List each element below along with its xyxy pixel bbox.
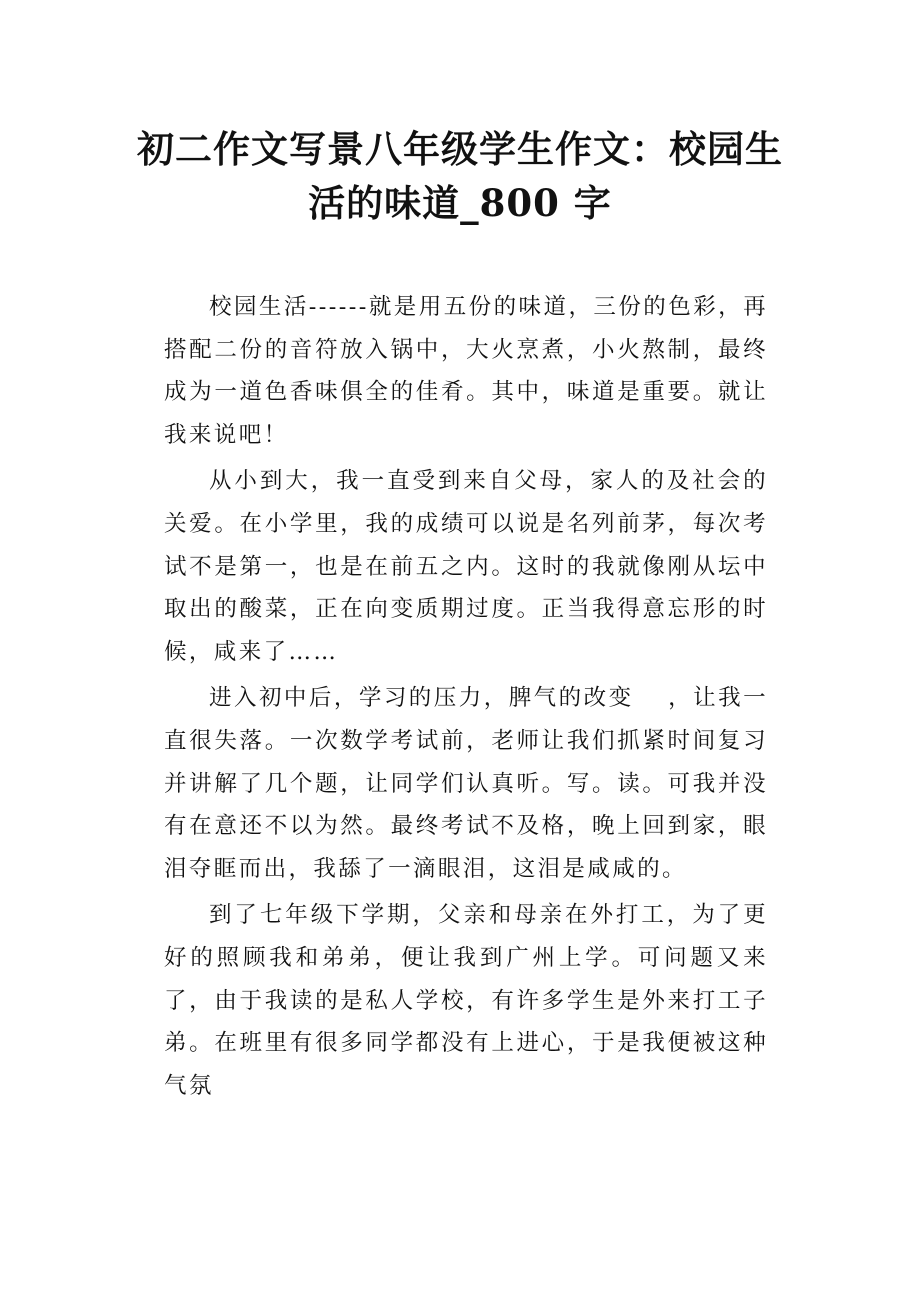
document-title: 初二作文写景八年级学生作文：校园生活的味道_800 字	[137, 127, 783, 225]
paragraph-2: 从小到大，我一直受到来自父母，家人的及社会的关爱。在小学里，我的成绩可以说是名列前茅，每次考试不是第一，也是在前五之内。这时的我就像刚从坛中取出的酸菜，正在向变质期过度。正当我得意忘形的时候，咸来了……	[164, 468, 768, 665]
document-body	[164, 286, 768, 1111]
paragraph-3: 进入初中后，学习的压力，脾气的改变 ，让我一直很失落。一次数学考试前，老师让我们抓紧时间复习并讲解了几个题，让同学们认真听。写。读。可我并没有在意还不以为然。最终考试不及格，晚上回到家，眼泪夺眶而出，我舔了一滴眼泪，这泪是咸咸的。	[164, 685, 768, 882]
paragraph-1: 校园生活------就是用五份的味道，三份的色彩，再搭配二份的音符放入锅中，大火烹煮，小火熬制，最终成为一道色香味俱全的佳肴。其中，味道是重要。就让我来说吧！	[164, 294, 768, 448]
paragraph-4: 到了七年级下学期，父亲和母亲在外打工，为了更好的照顾我和弟弟，便让我到广州上学。可问题又来了，由于我读的是私人学校，有许多学生是外来打工子弟。在班里有很多同学都没有上进心，于是我便被这种气氛	[164, 902, 768, 1099]
